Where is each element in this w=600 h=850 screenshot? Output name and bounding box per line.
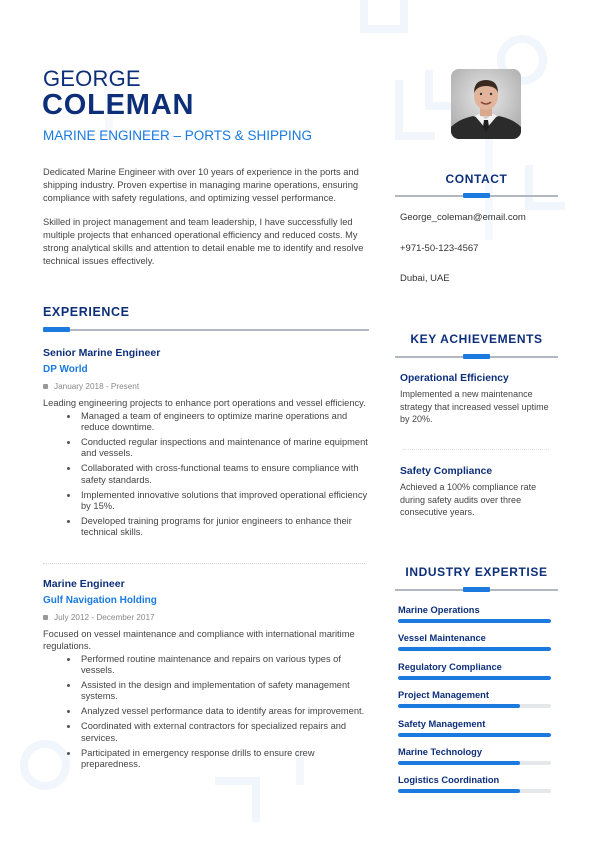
bullet-text: Developed training programs for junior engineers to enhance their technical skills. bbox=[81, 515, 352, 538]
skill-item bbox=[398, 747, 552, 765]
skill-level-bar bbox=[398, 789, 551, 793]
achievement-title: Safety Compliance bbox=[400, 466, 493, 477]
job-entry bbox=[43, 347, 373, 542]
skill-name: Project Management bbox=[398, 690, 489, 701]
skill-level-bar bbox=[398, 733, 551, 737]
summary-paragraph: Skilled in project management and team leadership, I have successfully led multiple projects that enhanced operational efficiency and reduced costs. My strong analytical skills and attention to detail enable me to identify and resolve technical issues effectively. bbox=[43, 217, 364, 266]
skill-name: Vessel Maintenance bbox=[398, 633, 486, 644]
bullet-icon bbox=[67, 658, 70, 661]
calendar-icon bbox=[43, 384, 48, 389]
section-heading-experience: EXPERIENCE bbox=[43, 305, 130, 319]
bullet-text: Performed routine maintenance and repairs on various types of vessels. bbox=[81, 654, 341, 676]
skill-level-fill bbox=[398, 676, 551, 680]
bullet-text: Conducted regular inspections and maintenance of marine equipment and vessels. bbox=[81, 437, 368, 459]
job-description: Focused on vessel maintenance and compliance with international maritime regulations. bbox=[43, 629, 355, 651]
job-bullet bbox=[67, 748, 373, 770]
section-divider bbox=[43, 329, 369, 331]
achievement-item bbox=[400, 466, 550, 519]
achievement-description: Implemented a new maintenance strategy that increased vessel uptime by 20%. bbox=[400, 389, 549, 425]
bullet-text: Analyzed vessel performance data to identify areas for improvement. bbox=[81, 706, 365, 717]
skill-item bbox=[398, 633, 552, 651]
job-bullet bbox=[67, 680, 373, 702]
achievement-item bbox=[400, 373, 550, 426]
divider-accent bbox=[463, 587, 490, 592]
job-dates-text: July 2012 - December 2017 bbox=[54, 613, 155, 622]
skill-level-bar bbox=[398, 647, 551, 651]
skill-name: Safety Management bbox=[398, 718, 486, 729]
skill-level-fill bbox=[398, 619, 551, 623]
first-name: GEORGE bbox=[43, 66, 141, 91]
bullet-text: Assisted in the design and implementation of safety management systems. bbox=[81, 680, 350, 702]
bullet-icon bbox=[67, 710, 70, 713]
job-bullet bbox=[67, 721, 373, 743]
bullet-icon bbox=[67, 520, 70, 523]
job-company: Gulf Navigation Holding bbox=[43, 595, 157, 606]
bullet-text: Participated in emergency response drills to ensure crew preparedness. bbox=[81, 747, 315, 769]
job-bullet bbox=[67, 490, 373, 512]
job-bullet bbox=[67, 437, 373, 459]
contact-email[interactable]: George_coleman@email.com bbox=[400, 212, 526, 223]
skill-item bbox=[398, 775, 552, 793]
bullet-text: Collaborated with cross-functional teams to ensure compliance with safety standards. bbox=[81, 463, 359, 485]
achievement-title: Operational Efficiency bbox=[400, 373, 509, 384]
skill-level-bar bbox=[398, 704, 551, 708]
calendar-icon bbox=[43, 615, 48, 620]
job-dates bbox=[43, 613, 373, 622]
section-divider bbox=[395, 195, 558, 197]
skill-name: Marine Operations bbox=[398, 605, 480, 615]
job-description: Leading engineering projects to enhance port operations and vessel efficiency. bbox=[43, 398, 366, 408]
job-entry bbox=[43, 578, 373, 774]
job-bullets bbox=[67, 411, 373, 538]
job-separator bbox=[43, 563, 365, 564]
bullet-icon bbox=[67, 415, 70, 418]
job-role: Marine Engineer bbox=[43, 578, 125, 590]
bullet-text: Managed a team of engineers to optimize marine operations and reduce downtime. bbox=[81, 411, 348, 433]
bullet-icon bbox=[67, 494, 70, 497]
bullet-icon bbox=[67, 684, 70, 687]
skill-level-fill bbox=[398, 733, 551, 737]
skill-level-fill bbox=[398, 704, 520, 708]
profile-summary bbox=[43, 166, 373, 268]
skill-item bbox=[398, 690, 552, 708]
divider-accent bbox=[463, 354, 490, 359]
job-bullet bbox=[67, 463, 373, 485]
job-dates-text: January 2018 - Present bbox=[54, 382, 140, 391]
skill-name: Regulatory Compliance bbox=[398, 661, 502, 672]
skill-name: Logistics Coordination bbox=[398, 775, 500, 786]
job-role: Senior Marine Engineer bbox=[43, 347, 161, 359]
section-heading-achievements: KEY ACHIEVEMENTS bbox=[410, 332, 543, 346]
job-bullets bbox=[67, 654, 373, 770]
contact-location: Dubai, UAE bbox=[400, 273, 450, 284]
skill-level-bar bbox=[398, 619, 551, 623]
bullet-icon bbox=[67, 725, 70, 728]
skill-level-fill bbox=[398, 789, 520, 793]
skill-item bbox=[398, 605, 552, 623]
skill-level-fill bbox=[398, 647, 551, 651]
divider-accent bbox=[463, 193, 490, 198]
job-dates bbox=[43, 382, 373, 391]
achievement-separator bbox=[403, 449, 549, 450]
bullet-icon bbox=[67, 467, 70, 470]
skill-item bbox=[398, 719, 552, 737]
achievement-description: Achieved a 100% compliance rate during safety audits over three consecutive years. bbox=[400, 482, 537, 518]
job-company: DP World bbox=[43, 364, 88, 375]
section-heading-contact: CONTACT bbox=[445, 172, 508, 186]
job-title: MARINE ENGINEER – PORTS & SHIPPING bbox=[43, 128, 313, 143]
skill-name: Marine Technology bbox=[398, 747, 483, 757]
job-bullet bbox=[67, 706, 373, 717]
skill-level-bar bbox=[398, 676, 551, 680]
skill-level-bar bbox=[398, 761, 551, 765]
summary-paragraph: Dedicated Marine Engineer with over 10 years of experience in the ports and shipping industry. Proven expertise in managing marine operations, ensuring compliance with safety regulations, and optimizing vessel performance. bbox=[43, 167, 359, 203]
section-divider bbox=[395, 589, 558, 591]
person-portrait-icon bbox=[451, 69, 521, 139]
divider-accent bbox=[43, 327, 70, 332]
profile-photo bbox=[451, 69, 521, 139]
bullet-text: Implemented innovative solutions that improved operational efficiency by 15%. bbox=[81, 489, 368, 511]
skill-item bbox=[398, 662, 552, 680]
job-bullet bbox=[67, 516, 373, 538]
last-name: COLEMAN bbox=[42, 89, 195, 121]
contact-phone[interactable]: +971-50-123-4567 bbox=[400, 243, 479, 254]
job-bullet bbox=[67, 654, 373, 676]
section-heading-expertise: INDUSTRY EXPERTISE bbox=[405, 565, 548, 579]
job-bullet bbox=[67, 411, 373, 433]
bullet-icon bbox=[67, 752, 70, 755]
skill-level-fill bbox=[398, 761, 520, 765]
bullet-text: Coordinated with external contractors for specialized repairs and services. bbox=[81, 721, 347, 743]
bullet-icon bbox=[67, 441, 70, 444]
section-divider bbox=[395, 356, 558, 358]
